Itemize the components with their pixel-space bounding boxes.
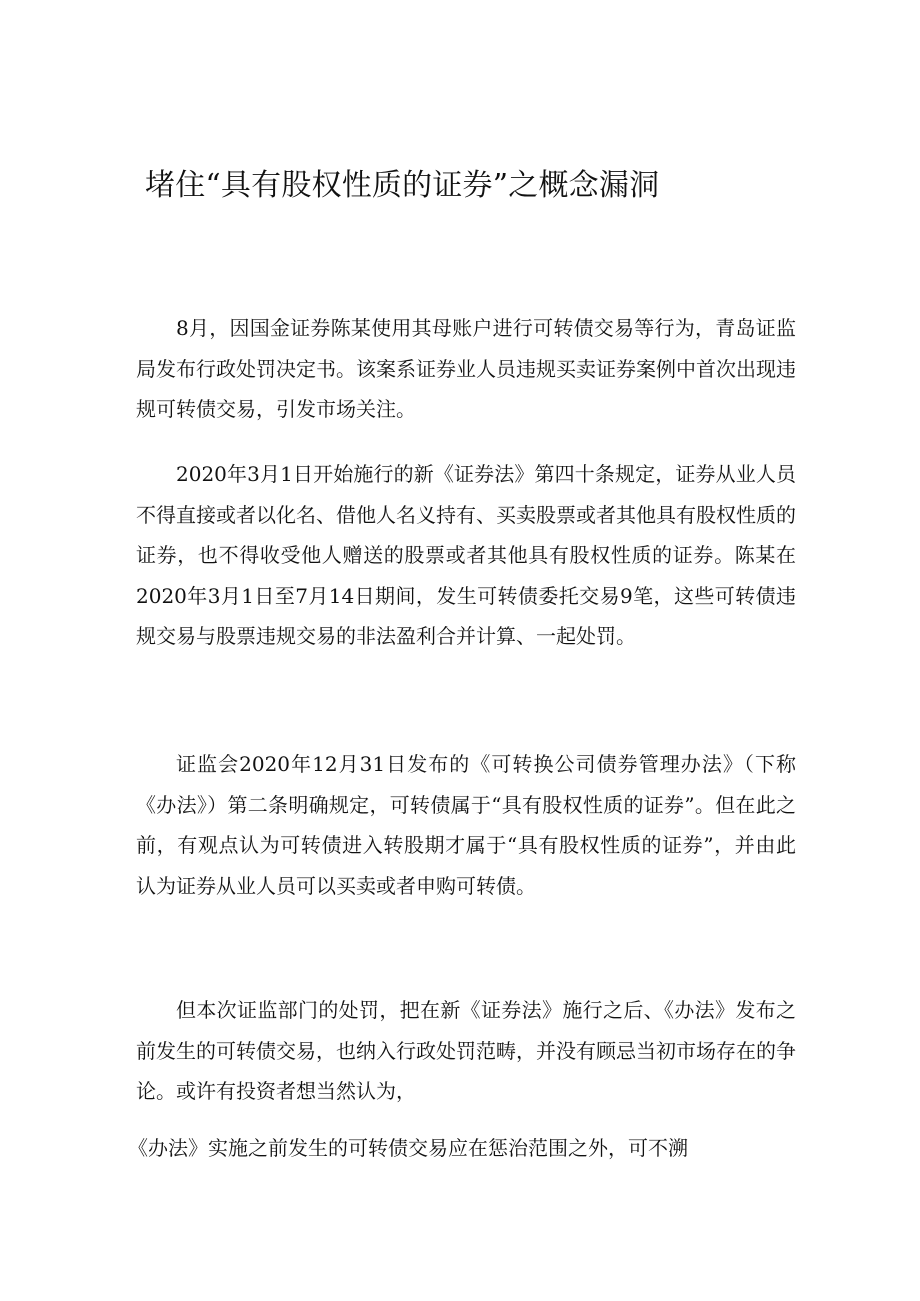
- paragraph-2: 2020年3月1日开始施行的新《证券法》第四十条规定，证券从业人员不得直接或者以化名、借他人名义持有、买卖股票或者其他具有股权性质的证券，也不得收受他人赠送的股票或者其他具有股权性质的证券。陈某在2020年3月1日至7月14日期间，发生可转债委托交易9笔，这些可转债违规交易与股票违规交易的非法盈利合并计算、一起处罚。: [136, 462, 796, 648]
- paragraph-3: 证监会2020年12月31日发布的《可转换公司债券管理办法》（下称《办法》）第二条明确规定，可转债属于“具有股权性质的证券”。但在此之前，有观点认为可转债进入转股期才属于“具有股权性质的证券”，并由此认为证券从业人员可以买卖或者申购可转债。: [136, 752, 796, 898]
- paragraph-4: 但本次证监部门的处罚，把在新《证券法》施行之后、《办法》发布之前发生的可转债交易，也纳入行政处罚范畴，并没有顾忌当初市场存在的争论。或许有投资者想当然认为，: [136, 998, 796, 1103]
- document-title: 堵住“具有股权性质的证券”之概念漏洞: [145, 168, 660, 203]
- paragraph-5: 《办法》实施之前发生的可转债交易应在惩治范围之外，可不溯: [128, 1136, 688, 1160]
- paragraph-1: 8月，因国金证券陈某使用其母账户进行可转债交易等行为，青岛证监局发布行政处罚决定书。该案系证券业人员违规买卖证券案例中首次出现违规可转债交易，引发市场关注。: [136, 316, 796, 421]
